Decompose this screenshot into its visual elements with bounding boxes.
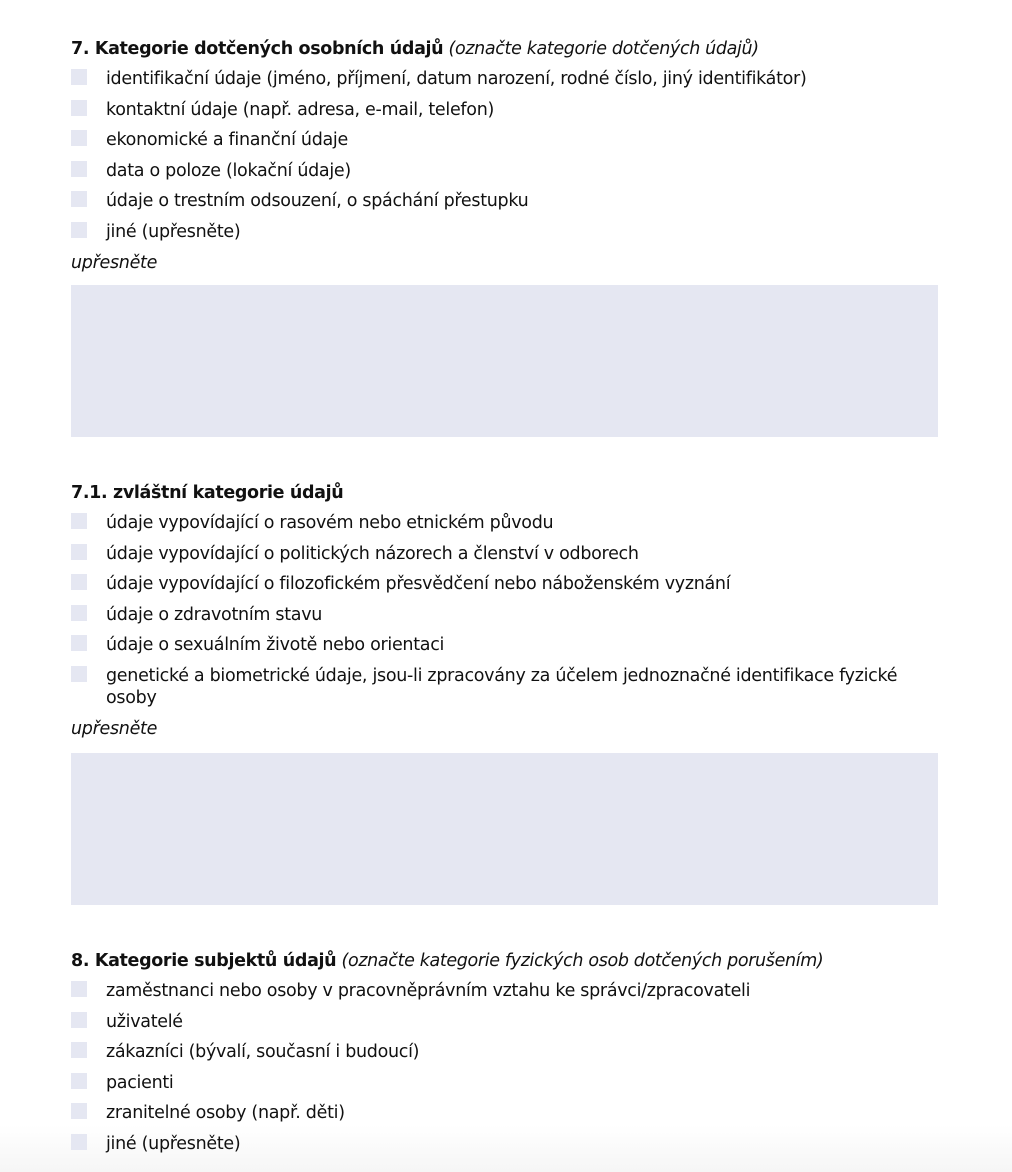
checkbox[interactable] (71, 574, 87, 590)
checkbox-option-criminal[interactable] (71, 191, 939, 222)
checkbox-option-sexual[interactable] (71, 635, 939, 666)
section-7 (71, 38, 939, 274)
section-7-heading (71, 38, 939, 60)
checkbox[interactable] (71, 981, 87, 997)
checkbox-label: údaje vypovídající o filozofickém přesvědčení nebo náboženském vyznání (106, 574, 731, 594)
section-8-heading (71, 950, 939, 972)
checkbox[interactable] (71, 605, 87, 621)
checkbox[interactable] (71, 1012, 87, 1028)
checkbox-label: identifikační údaje (jméno, příjmení, datum narození, rodné číslo, jiný identifikátor) (106, 69, 807, 89)
checkbox-option-racial[interactable] (71, 513, 939, 544)
checkbox-label: zákazníci (bývalí, současní i budoucí) (106, 1042, 420, 1062)
checkbox-option-religious[interactable] (71, 574, 939, 605)
checkbox-option-location[interactable] (71, 161, 939, 192)
checkbox-option-contact[interactable] (71, 100, 939, 131)
checkbox-label: údaje o trestním odsouzení, o spáchání přestupku (106, 191, 529, 211)
checkbox-option-employees[interactable] (71, 981, 939, 1012)
checkbox[interactable] (71, 69, 87, 85)
checkbox-label: data o poloze (lokační údaje) (106, 160, 351, 181)
section-7-1-heading (71, 482, 939, 504)
checkbox-option-users[interactable] (71, 1012, 939, 1043)
checkbox[interactable] (71, 666, 87, 682)
checkbox-label: kontaktní údaje (např. adresa, e-mail, telefon) (106, 99, 495, 120)
checkbox[interactable] (71, 130, 87, 146)
checkbox[interactable] (71, 100, 87, 116)
checkbox-label: zaměstnanci nebo osoby v pracovněprávním vztahu ke správci/zpracovateli (106, 981, 751, 1001)
checkbox[interactable] (71, 161, 87, 177)
checkbox-option-identification[interactable] (71, 69, 939, 100)
section-8 (71, 950, 939, 1164)
checkbox-option-vulnerable[interactable] (71, 1103, 939, 1134)
checkbox-option-genetic[interactable] (71, 666, 939, 718)
checkbox[interactable] (71, 222, 87, 238)
checkbox-label: údaje vypovídající o rasovém nebo etnickém původu (106, 513, 554, 533)
section-7-title: 7. Kategorie dotčených osobních údajů (71, 39, 444, 59)
checkbox-option-other-subjects[interactable] (71, 1134, 939, 1165)
checkbox-label: údaje o zdravotním stavu (106, 604, 323, 625)
checkbox[interactable] (71, 544, 87, 560)
checkbox-option-other[interactable] (71, 222, 939, 252)
checkbox-option-political[interactable] (71, 544, 939, 575)
specify-textarea-section-7[interactable] (71, 285, 938, 437)
checkbox-option-patients[interactable] (71, 1073, 939, 1104)
checkbox[interactable] (71, 1134, 87, 1150)
checkbox[interactable] (71, 191, 87, 207)
checkbox-option-economic[interactable] (71, 130, 939, 161)
section-7-note: (označte kategorie dotčených údajů) (448, 39, 759, 59)
checkbox-label: pacienti (106, 1072, 174, 1093)
checkbox-label: údaje o sexuálním životě nebo orientaci (106, 635, 445, 655)
checkbox-label: zranitelné osoby (např. děti) (106, 1103, 345, 1123)
checkbox-label: genetické a biometrické údaje, jsou-li zpracovány za účelem jednoznačné identifikace fyzické osoby (106, 665, 898, 708)
checkbox-label: ekonomické a finanční údaje (106, 130, 348, 150)
section-8-note: (označte kategorie fyzických osob dotčených porušením) (341, 951, 824, 971)
checkbox[interactable] (71, 1103, 87, 1119)
checkbox[interactable] (71, 513, 87, 529)
checkbox-option-health[interactable] (71, 605, 939, 636)
checkbox-label: údaje vypovídající o politických názorech a členství v odborech (106, 543, 639, 564)
checkbox-label: jiné (upřesněte) (106, 221, 241, 242)
checkbox-label: jiné (upřesněte) (106, 1133, 241, 1154)
section-7-1 (71, 482, 939, 740)
checkbox-label: uživatelé (106, 1011, 183, 1032)
checkbox[interactable] (71, 635, 87, 651)
specify-label: upřesněte (71, 718, 158, 739)
checkbox-option-customers[interactable] (71, 1042, 939, 1073)
checkbox[interactable] (71, 1042, 87, 1058)
section-8-title: 8. Kategorie subjektů údajů (71, 951, 337, 971)
section-7-1-title: 7.1. zvláštní kategorie údajů (71, 483, 344, 503)
specify-label: upřesněte (71, 252, 158, 273)
checkbox[interactable] (71, 1073, 87, 1089)
specify-textarea-section-7-1[interactable] (71, 753, 938, 905)
